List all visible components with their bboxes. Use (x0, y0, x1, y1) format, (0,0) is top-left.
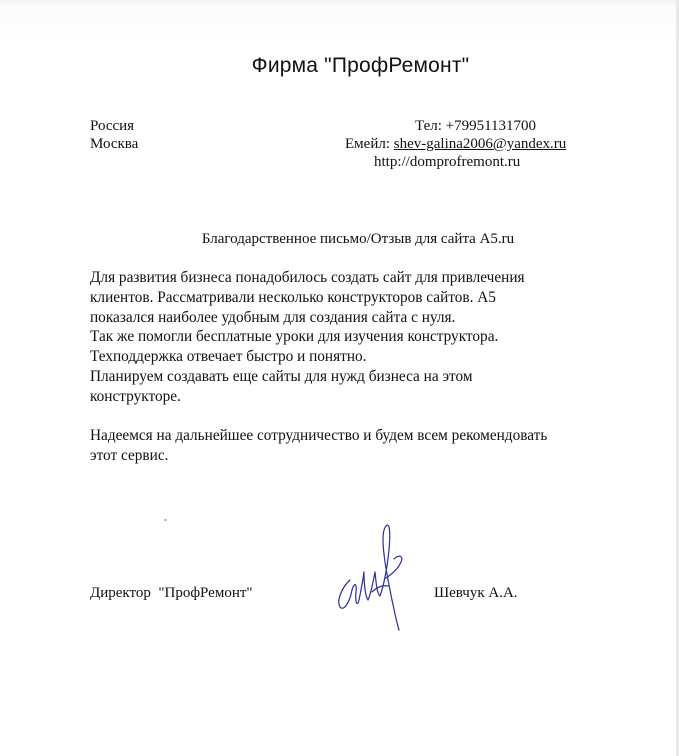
body-line: Планируем создавать еще сайты для нужд бизнеса на этом (90, 367, 473, 385)
body-line: клиентов. Рассматривали несколько конструкторов сайтов. A5 (90, 288, 496, 306)
company-title: Фирма "ПрофРемонт" (251, 54, 470, 77)
body-paragraph-2 (90, 426, 630, 466)
body-line: Для развития бизнеса понадобилось создать сайт для привлечения (90, 269, 525, 286)
body-line: Надеемся на дальнейшее сотрудничество и будем всем рекомендовать (90, 427, 548, 444)
phone: Тел: +79951131700 (415, 118, 537, 134)
signature-icon (328, 516, 414, 634)
body-paragraph-1 (90, 268, 630, 407)
email-link[interactable]: shev-galina2006@yandex.ru (393, 136, 567, 152)
signer-name: Шевчук А.А. (434, 585, 518, 601)
website-link[interactable]: http://domprofremont.ru (374, 154, 521, 170)
subject-text: Благодарственное письмо/Отзыв для сайта A5.ru (201, 231, 515, 247)
country: Россия (90, 118, 135, 134)
city: Москва (90, 136, 139, 152)
body-line: конструкторе. (90, 387, 181, 405)
email-line (345, 135, 566, 153)
body-line: показался наиболее удобным для создания сайта с нуля. (90, 308, 456, 326)
scan-speck (164, 519, 167, 521)
body-line: этот сервис. (90, 446, 169, 464)
body-line: Так же помогли бесплатные уроки для изучения конструктора. (90, 328, 499, 346)
signer-position: Директор "ПрофРемонт" (90, 585, 253, 601)
email-label: Емейл: (345, 136, 390, 152)
letter-title (0, 54, 679, 78)
letter-subject (0, 231, 679, 248)
body-line: Техподдержка отвечает быстро и понятно. (90, 348, 367, 366)
